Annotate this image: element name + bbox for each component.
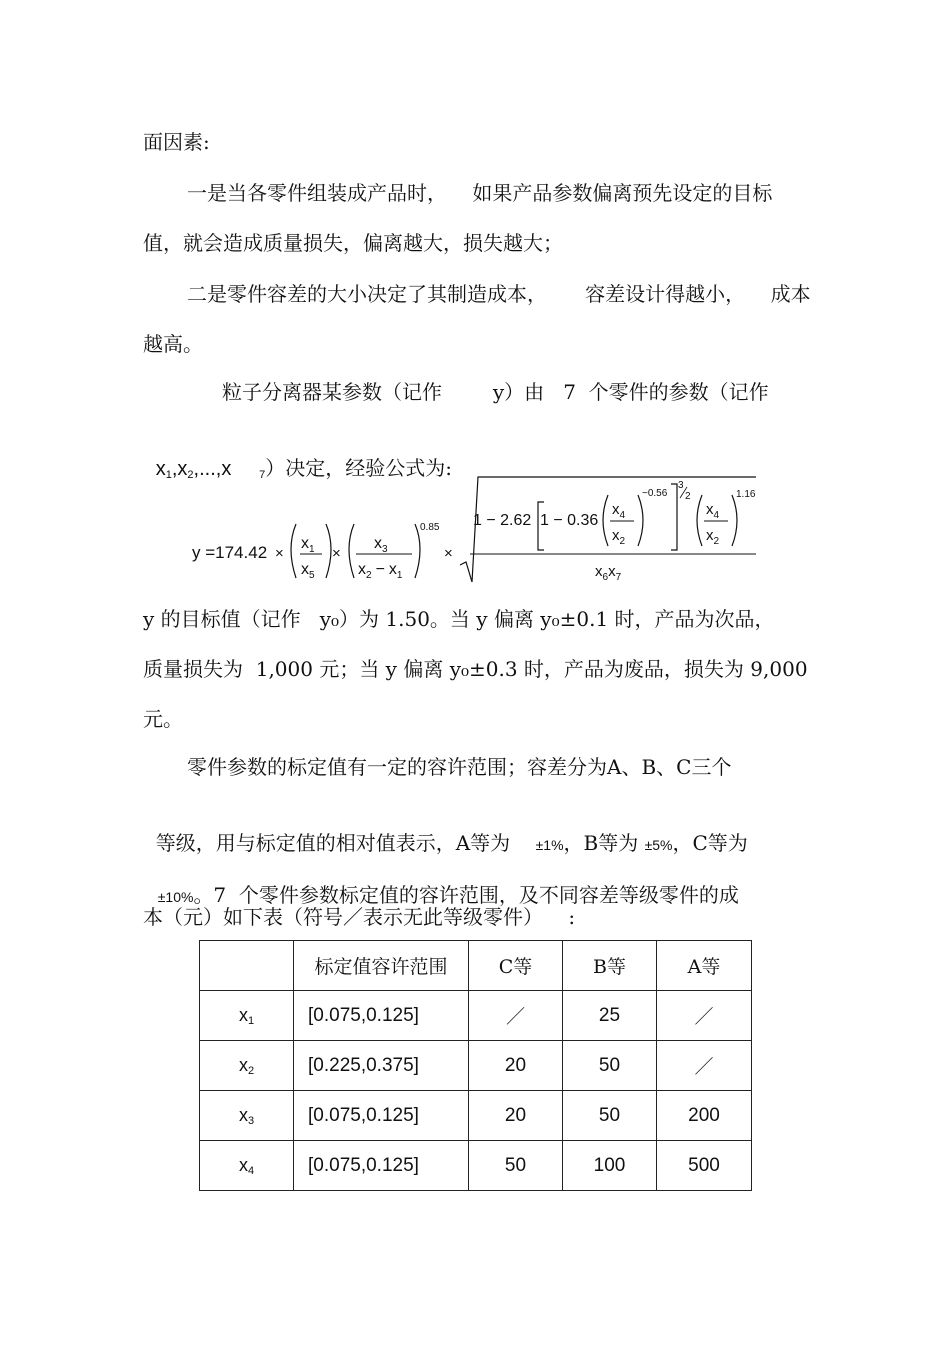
tolerance-b: ±5%: [644, 837, 673, 853]
cost-c-cell: 20: [469, 1041, 563, 1091]
var-cell: $x_2$: [200, 1041, 294, 1091]
var-cell: $x_4$: [200, 1141, 294, 1191]
subscript: 2: [187, 469, 194, 481]
sqrt-num-a: 1 − 2.62: [473, 512, 532, 529]
header-cell: A等: [657, 941, 752, 991]
text-segment: ）决定，经验公式为:: [265, 456, 452, 480]
var-cell: $x_3$: [200, 1091, 294, 1141]
paren-left: [349, 524, 354, 578]
text-line: y 的目标值（记作 y₀）为 1.50。当 y 偏离 y₀±0.1 时，产品为次品，: [143, 607, 775, 631]
cost-a-cell: ／: [657, 991, 752, 1041]
tolerance-a: ±1%: [535, 837, 564, 853]
table-row: [200, 1041, 752, 1091]
text-segment: ，C等为: [672, 831, 748, 855]
exponent: −0.56: [642, 488, 668, 499]
table-row: [200, 1091, 752, 1141]
empirical-formula: [190, 470, 770, 590]
frac-den: $x_2 - x_1$: [358, 561, 403, 581]
paren-right: [638, 495, 643, 546]
cost-c-cell: ／: [469, 991, 563, 1041]
cost-b-cell: 50: [563, 1091, 657, 1141]
text-line: [143, 804, 748, 858]
cost-b-cell: 50: [563, 1041, 657, 1091]
formula-times: ×: [275, 545, 284, 562]
var-sep: ,...,x: [193, 458, 260, 480]
var-sep: ,x: [171, 458, 188, 480]
paren-left: [697, 495, 702, 546]
frac-den: $x_2$: [706, 527, 720, 547]
tolerance-c: ±10%: [157, 889, 194, 905]
cost-a-cell: ／: [657, 1041, 752, 1091]
cost-b-cell: 25: [563, 991, 657, 1041]
text-line: 质量损失为 1,000 元；当 y 偏离 y₀±0.3 时，产品为废品，损失为 9,000: [143, 657, 808, 681]
sqrt-den: $x_6x_7$: [595, 563, 622, 583]
table-header-row: [200, 941, 752, 991]
text-line: 元。: [143, 707, 183, 731]
formula-times: ×: [444, 545, 453, 562]
range-cell: [0.075,0.125]: [294, 1091, 469, 1141]
cost-c-cell: 50: [469, 1141, 563, 1191]
table-row: [200, 991, 752, 1041]
text-line: 粒子分离器某参数（记作 y）由 7 个零件的参数（记作: [222, 380, 769, 404]
text-line: 面因素:: [143, 130, 210, 154]
bracket-right: [671, 484, 677, 550]
text-line: 二是零件容差的大小决定了其制造成本， 容差设计得越小， 成本: [187, 282, 811, 306]
text-line: 一是当各零件组装成产品时， 如果产品参数偏离预先设定的目标: [187, 181, 773, 205]
header-cell: B等: [563, 941, 657, 991]
text-line: 值，就会造成质量损失，偏离越大，损失越大；: [143, 231, 563, 255]
range-cell: [0.075,0.125]: [294, 991, 469, 1041]
paren-right: [326, 524, 331, 578]
text-line: 本（元）如下表（符号／表示无此等级零件） :: [143, 905, 576, 929]
cost-a-cell: 200: [657, 1091, 752, 1141]
range-cell: [0.225,0.375]: [294, 1041, 469, 1091]
text-line: [145, 856, 739, 910]
text-segment: ，B等为: [563, 831, 645, 855]
cost-c-cell: 20: [469, 1091, 563, 1141]
var-x: x: [155, 458, 166, 480]
formula-times: ×: [332, 545, 341, 562]
text-segment: 等级，用与标定值的相对值表示，A等为: [155, 831, 536, 855]
text-line: 越高。: [143, 332, 203, 356]
paren-right: [732, 495, 737, 546]
frac-num: $x_1$: [301, 535, 315, 555]
header-cell: C等: [469, 941, 563, 991]
frac-num: $x_4$: [612, 501, 626, 521]
formula-lhs: y =174.42: [192, 543, 268, 562]
header-cell: 标定值容许范围: [294, 941, 469, 991]
frac-num: $x_4$: [706, 501, 720, 521]
paren-left: [291, 524, 296, 578]
frac-num: $x_3$: [374, 535, 388, 555]
cost-a-cell: 500: [657, 1141, 752, 1191]
header-cell: [200, 941, 294, 991]
exponent: 1.16: [736, 489, 756, 500]
text-segment: 。7 个零件参数标定值的容许范围，及不同容差等级零件的成: [193, 883, 739, 907]
range-cell: [0.075,0.125]: [294, 1141, 469, 1191]
table-row: [200, 1141, 752, 1191]
var-cell: $x_1$: [200, 991, 294, 1041]
subscript: 7: [259, 469, 266, 481]
frac-den: $x_2$: [612, 527, 626, 547]
text-line: 零件参数的标定值有一定的容许范围；容差分为A、B、C三个: [187, 755, 732, 779]
exponent-frac-den: 2: [685, 491, 691, 502]
frac-den: $x_5$: [301, 561, 315, 581]
subscript: 1: [165, 469, 172, 481]
paren-left: [603, 495, 608, 546]
cost-b-cell: 100: [563, 1141, 657, 1191]
cost-table: [199, 940, 752, 1191]
sqrt-num-b: 1 − 0.36: [540, 512, 599, 529]
exponent: 0.85: [420, 522, 440, 533]
exponent-frac-num: 3: [678, 480, 684, 491]
